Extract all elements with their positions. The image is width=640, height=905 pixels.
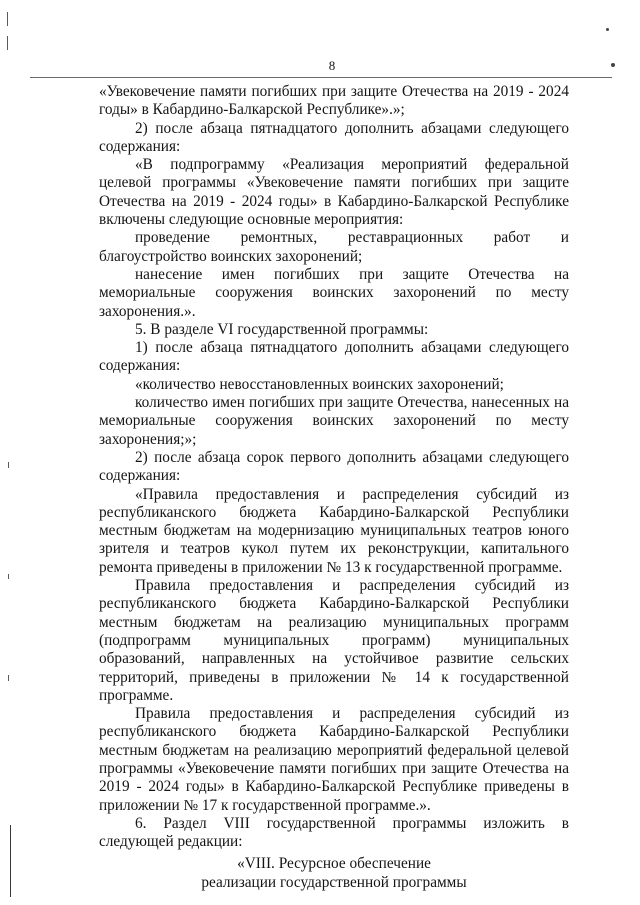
scan-margin-mark [8, 462, 9, 468]
scan-margin-mark [7, 36, 8, 50]
paragraph: нанесение имен погибших при защите Отечества на мемориальные сооружения воинских захоронений по месту захоронения.». [99, 265, 569, 320]
paragraph: 2) после абзаца пятнадцатого дополнить абзацами следующего содержания: [99, 119, 569, 155]
paragraph: 5. В разделе VI государственной программы: [135, 320, 429, 338]
page-number: 8 [328, 58, 336, 73]
section-heading-line2: реализации государственной программы [201, 873, 467, 891]
scan-margin-mark [8, 675, 9, 681]
section-heading-line1: «VIII. Ресурсное обеспечение [237, 855, 431, 873]
scan-margin-mark [10, 825, 11, 897]
scan-margin-mark [7, 12, 8, 26]
paragraph: проведение ремонтных, реставрационных работ и благоустройство воинских захоронений; [99, 229, 569, 265]
paragraph: 6. Раздел VIII государственной программы изложить в следующей редакции: [99, 814, 569, 851]
document-body [99, 83, 569, 892]
paragraph: «Правила предоставления и распределения субсидий из республиканского бюджета Кабардино-Балкарской Республики местным бюджетам на модернизацию муниципальных театров юного зрителя и театров кукол путем их реконструкции, капитального ремонта приведены в приложении № 13 к государственной программе. [99, 485, 569, 576]
paragraph: Правила предоставления и распределения субсидий из республиканского бюджета Кабардино-Балкарской Республики местным бюджетам на реализацию муниципальных программ (подпрограмм муниципальных программ) муниципальных образований, направленных на устойчивое развитие сельских территорий, приведены в приложении № 14 к государственной программе. [99, 577, 569, 704]
paragraph: 1) после абзаца пятнадцатого дополнить абзацами следующего содержания: [99, 339, 569, 375]
scan-speck [606, 28, 609, 31]
paragraph: Правила предоставления и распределения субсидий из республиканского бюджета Кабардино-Балкарской Республики местным бюджетам на реализацию мероприятий федеральной целевой программы «Увековечение памяти погибших при защите Отечества на 2019 - 2024 годы» в Кабардино-Балкарской Республике приведены в приложении № 17 к государственной программе.». [99, 705, 569, 814]
paragraph: количество имен погибших при защите Отечества, нанесенных на мемориальные сооружения воинских захоронений по месту захоронения;»; [99, 394, 569, 448]
paragraph: «В подпрограмму «Реализация мероприятий федеральной целевой программы «Увековечение памяти погибших при защите Отечества на 2019 - 2024 годы» в Кабардино-Балкарской Республике включены следующие основные мероприятия: [99, 156, 569, 229]
paragraph: «количество невосстановленных воинских захоронений; [135, 375, 504, 393]
scan-margin-mark [8, 574, 9, 579]
paragraph: 2) после абзаца сорок первого дополнить абзацами следующего содержания: [99, 448, 569, 485]
paragraph: «Увековечение памяти погибших при защите Отечества на 2019 - 2024 годы» в Кабардино-Балкарской Республике».»; [99, 83, 569, 119]
section-heading [99, 855, 569, 892]
header-rule [30, 77, 612, 78]
